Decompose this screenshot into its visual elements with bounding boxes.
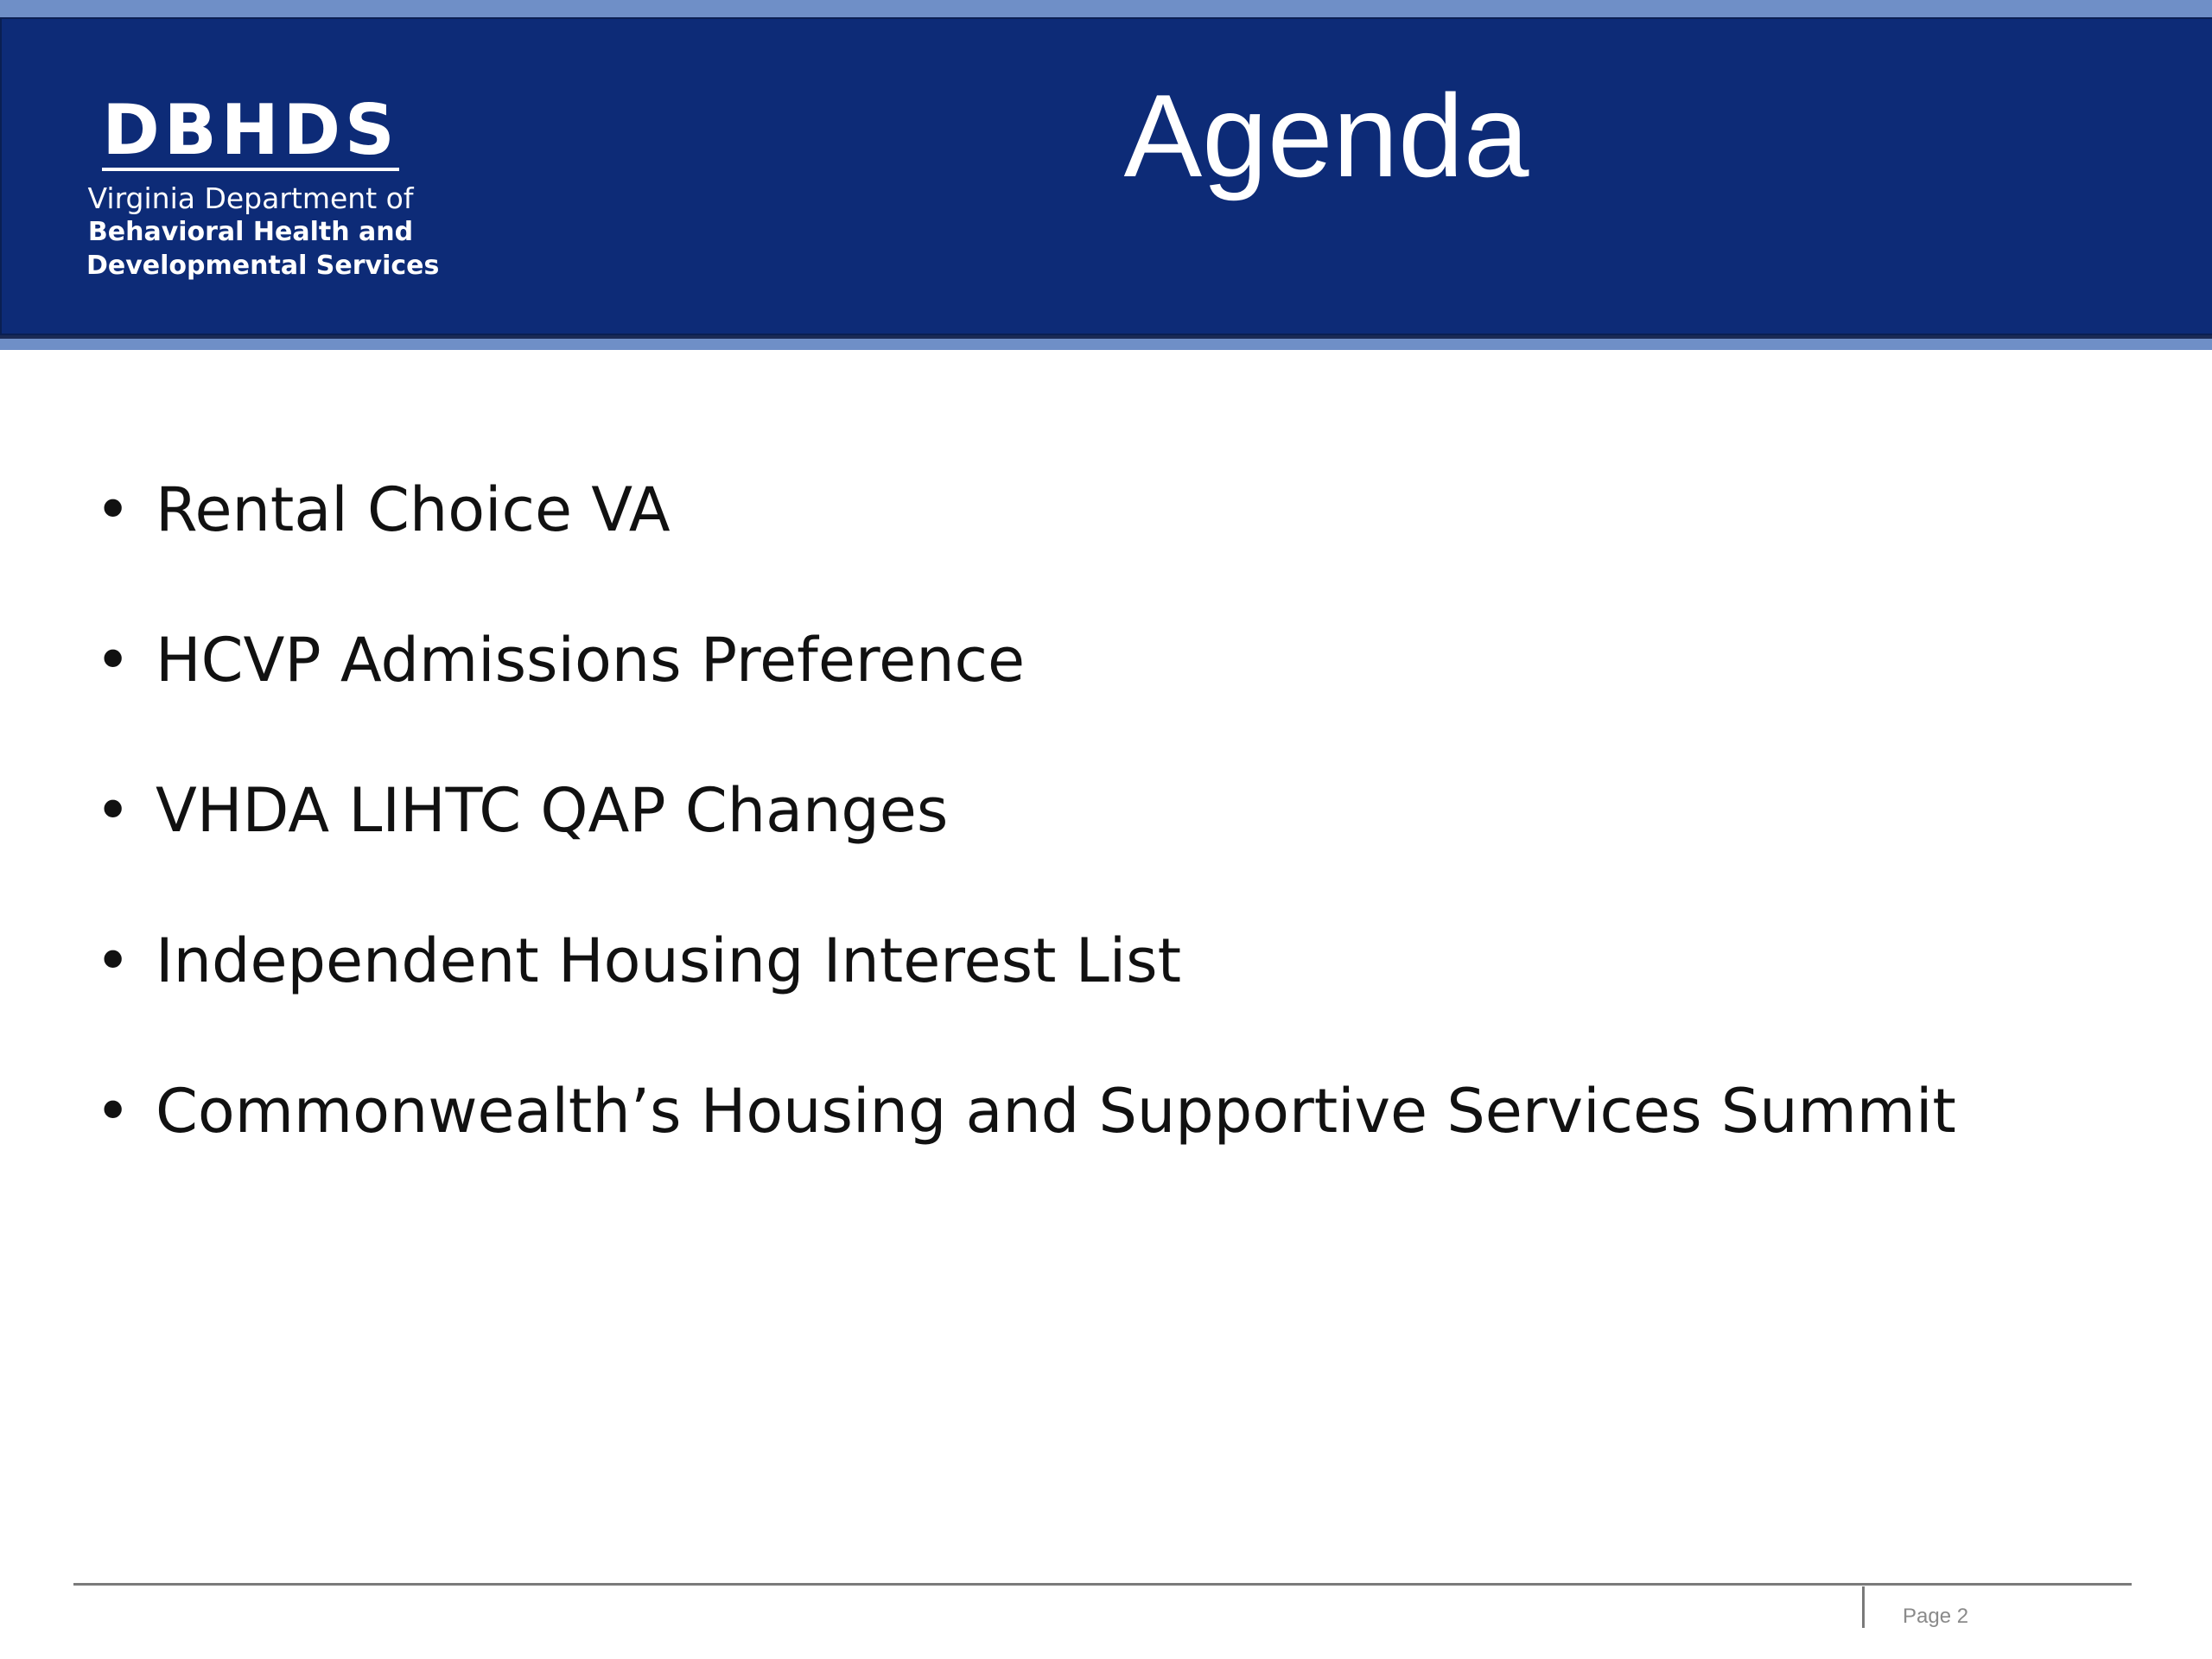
slide-title: Agenda: [1123, 70, 1529, 201]
logo-line-3: Developmental Services: [86, 251, 440, 281]
page-number: Page 2: [1903, 1605, 1969, 1628]
agenda-item-label: Independent Housing Interest List: [156, 925, 1182, 996]
bullet-icon: •: [95, 625, 131, 696]
header-banner: [0, 0, 2212, 350]
bullet-icon: •: [95, 474, 131, 545]
agenda-item-label: Commonwealth’s Housing and Supportive Services Summit: [156, 1076, 1956, 1147]
agenda-item-hcvp: [95, 617, 1956, 767]
logo-line-1: Virginia Department of: [87, 181, 414, 215]
agenda-list: [95, 467, 1956, 1218]
agenda-item-interest-list: [95, 918, 1956, 1068]
agenda-item-label: VHDA LIHTC QAP Changes: [156, 775, 949, 846]
agenda-item-label: HCVP Admissions Preference: [156, 625, 1026, 696]
logo-acronym: DBHDS: [102, 90, 399, 170]
dbhds-logo: [86, 90, 440, 283]
footer-rule: [73, 1583, 2132, 1586]
agenda-item-rental-choice: [95, 467, 1956, 617]
header-divider: [0, 335, 2212, 339]
bullet-icon: •: [95, 1076, 131, 1147]
agenda-item-label: Rental Choice VA: [156, 474, 671, 545]
agenda-item-vhda: [95, 767, 1956, 918]
agenda-item-summit: [95, 1068, 1956, 1218]
footer-divider: [1862, 1586, 1865, 1628]
logo-line-2: Behavioral Health and: [87, 217, 414, 247]
bullet-icon: •: [95, 925, 131, 996]
bullet-icon: •: [95, 775, 131, 846]
